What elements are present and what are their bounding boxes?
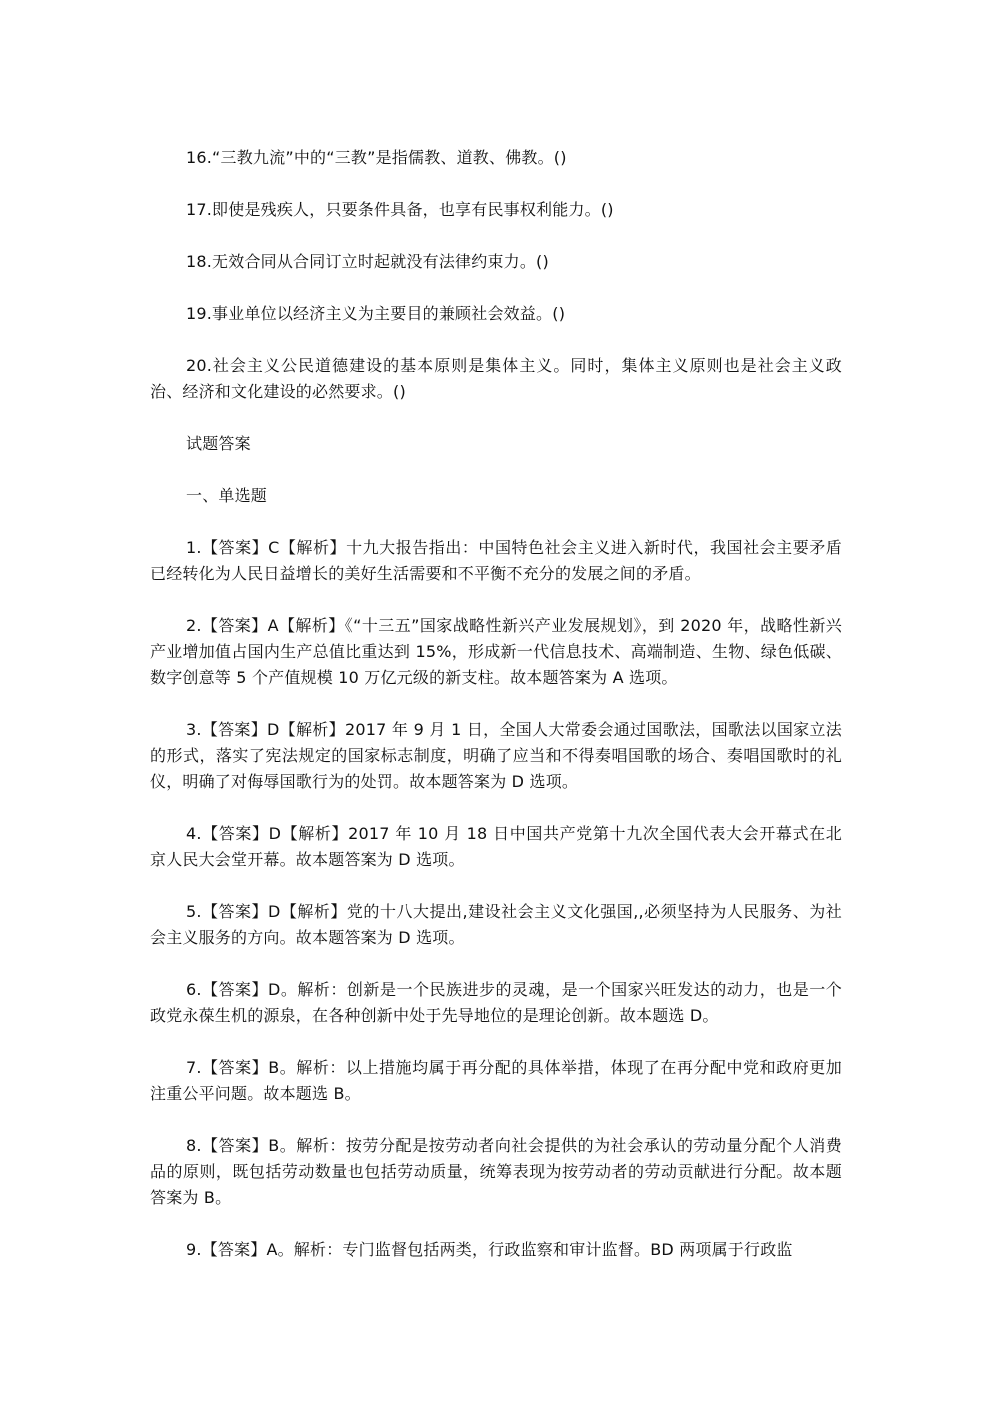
answer-7: 7.【答案】B。解析：以上措施均属于再分配的具体举措，体现了在再分配中党和政府更加注重公平问题。故本题选 B。 <box>150 1058 842 1103</box>
question-16: 16.“三教九流”中的“三教”是指儒教、道教、佛教。() <box>186 148 567 167</box>
question-18: 18.无效合同从合同订立时起就没有法律约束力。() <box>186 252 549 271</box>
answer-1: 1.【答案】C【解析】十九大报告指出：中国特色社会主义进入新时代，我国社会主要矛盾已经转化为人民日益增长的美好生活需要和不平衡不充分的发展之间的矛盾。 <box>150 538 842 583</box>
answer-3: 3.【答案】D【解析】2017 年 9 月 1 日，全国人大常委会通过国歌法，国歌法以国家立法的形式，落实了宪法规定的国家标志制度，明确了应当和不得奏唱国歌的场合、奏唱国歌时的礼仪，明确了对侮辱国歌行为的处罚。故本题答案为 D 选项。 <box>150 720 842 791</box>
section-heading-single-choice: 一、单选题 <box>186 486 268 505</box>
answer-6: 6.【答案】D。解析：创新是一个民族进步的灵魂，是一个国家兴旺发达的动力，也是一个政党永葆生机的源泉，在各种创新中处于先导地位的是理论创新。故本题选 D。 <box>150 980 842 1025</box>
answer-2: 2.【答案】A【解析】《“十三五”国家战略性新兴产业发展规划》，到 2020 年，战略性新兴产业增加值占国内生产总值比重达到 15%，形成新一代信息技术、高端制造、生物、绿色低碳、数字创意等 5 个产值规模 10 万亿元级的新支柱。故本题答案为 A 选项。 <box>150 616 842 687</box>
question-19: 19.事业单位以经济主义为主要目的兼顾社会效益。() <box>186 304 566 323</box>
section-heading-answers: 试题答案 <box>186 434 251 453</box>
answer-5: 5.【答案】D【解析】党的十八大提出,建设社会主义文化强国,,必须坚持为人民服务、为社会主义服务的方向。故本题答案为 D 选项。 <box>150 902 842 947</box>
answer-8: 8.【答案】B。解析：按劳分配是按劳动者向社会提供的为社会承认的劳动量分配个人消费品的原则，既包括劳动数量也包括劳动质量，统筹表现为按劳动者的劳动贡献进行分配。故本题答案为 B。 <box>150 1136 842 1207</box>
document-body <box>150 145 842 1289</box>
question-17: 17.即使是残疾人，只要条件具备，也享有民事权利能力。() <box>186 200 614 219</box>
question-20: 20.社会主义公民道德建设的基本原则是集体主义。同时，集体主义原则也是社会主义政治、经济和文化建设的必然要求。() <box>150 356 842 401</box>
answer-4: 4.【答案】D【解析】2017 年 10 月 18 日中国共产党第十九次全国代表大会开幕式在北京人民大会堂开幕。故本题答案为 D 选项。 <box>150 824 842 869</box>
answer-9: 9.【答案】A。解析：专门监督包括两类，行政监察和审计监督。BD 两项属于行政监 <box>186 1240 793 1259</box>
